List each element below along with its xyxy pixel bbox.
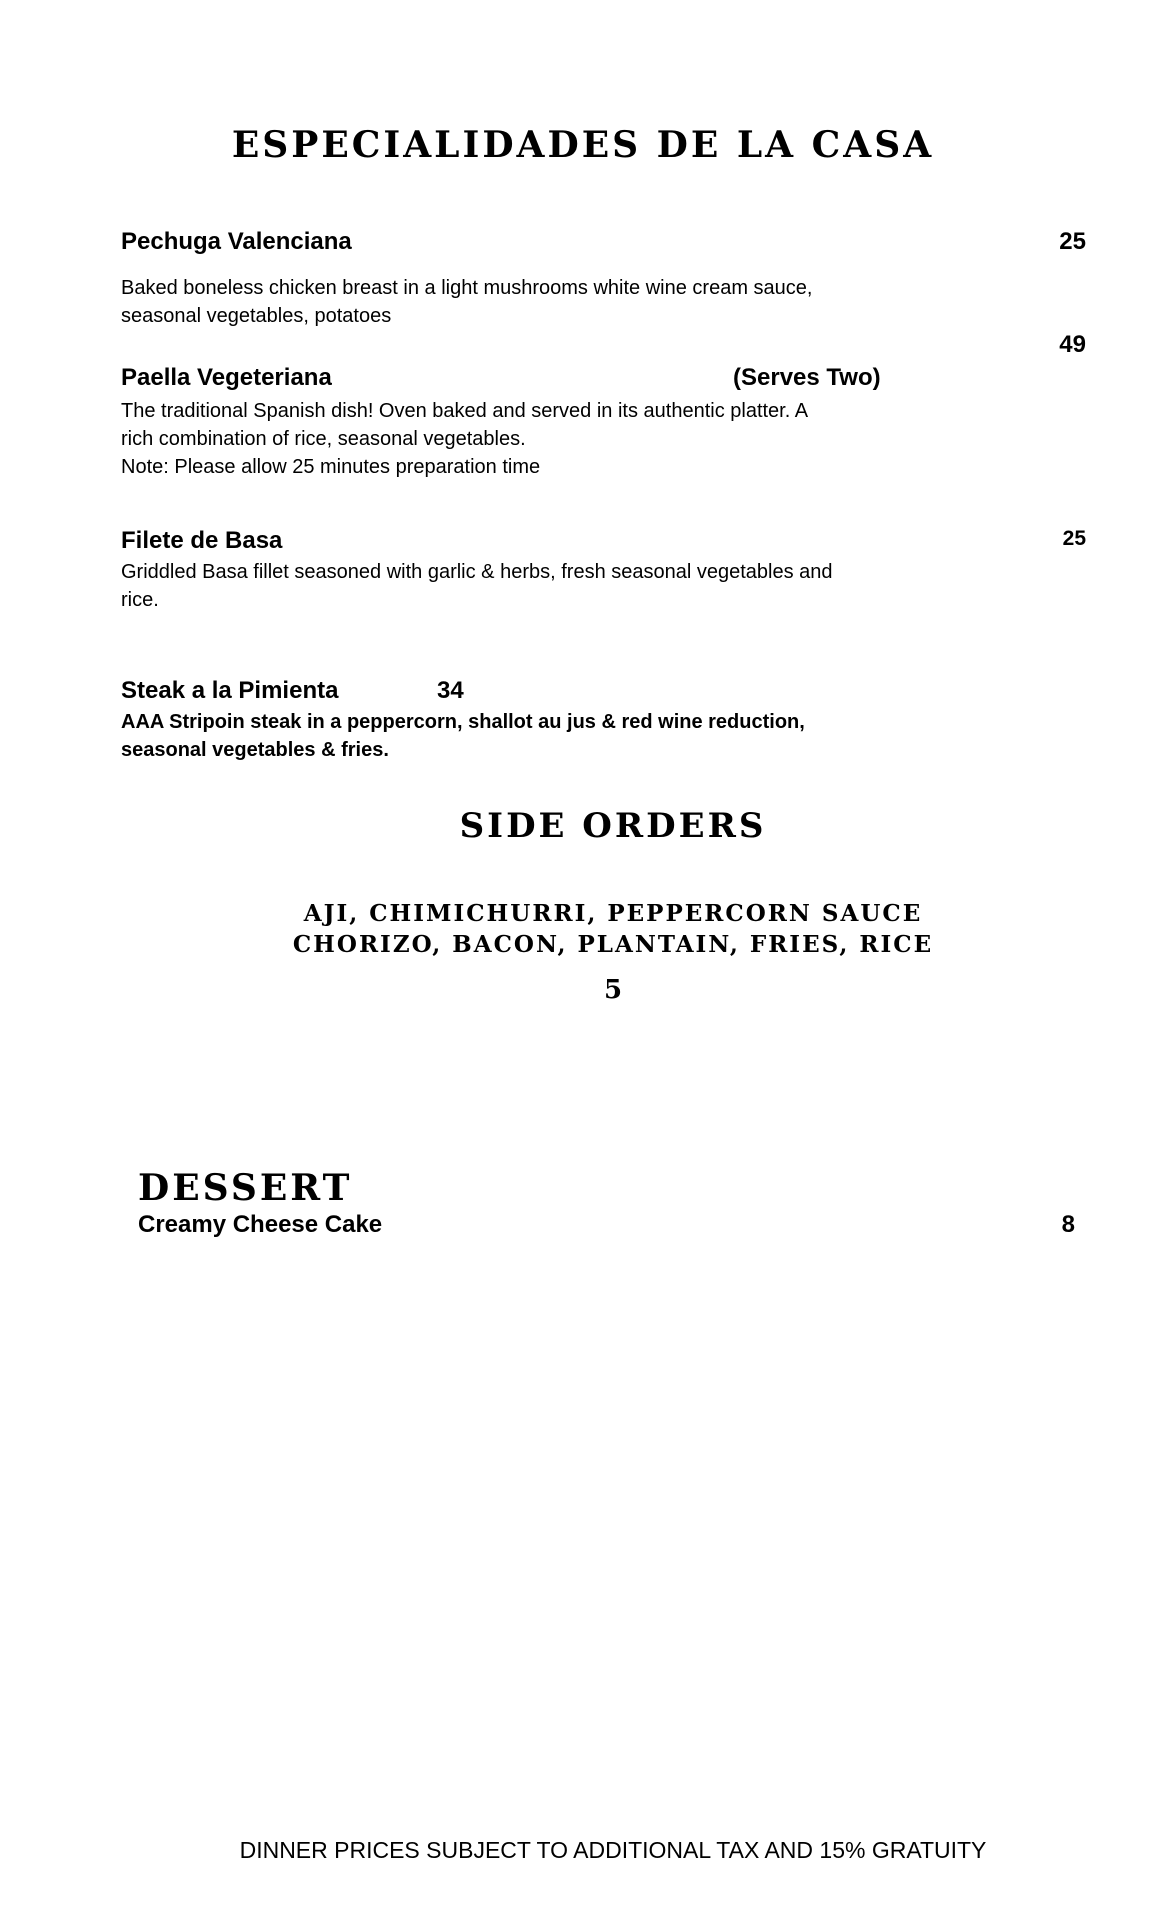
menu-item-price: 25 bbox=[1059, 228, 1086, 255]
menu-item-price: 8 bbox=[1061, 1211, 1075, 1238]
description-line: AAA Stripoin steak in a peppercorn, shallot au jus & red wine reduction, bbox=[121, 711, 805, 733]
menu-item-price: 34 bbox=[437, 677, 464, 704]
menu-item-description bbox=[121, 558, 961, 614]
serves-note: (Serves Two) bbox=[733, 364, 881, 391]
description-line: Note: Please allow 25 minutes preparation time bbox=[121, 456, 541, 478]
description-line: The traditional Spanish dish! Oven baked and served in its authentic platter. A bbox=[121, 400, 809, 422]
menu-item-name: Filete de Basa bbox=[121, 527, 283, 554]
description-line: rich combination of rice, seasonal vegetables. bbox=[121, 428, 526, 450]
side-orders-price: 5 bbox=[603, 975, 623, 1005]
specialties-title: ESPECIALIDADES DE LA CASA bbox=[231, 124, 935, 166]
side-orders-line: CHORIZO, BACON, PLANTAIN, FRIES, RICE bbox=[292, 931, 934, 958]
menu-item-description bbox=[121, 708, 961, 764]
description-line: seasonal vegetables & fries. bbox=[121, 739, 389, 761]
footer-note: DINNER PRICES SUBJECT TO ADDITIONAL TAX AND 15% GRATUITY bbox=[239, 1837, 987, 1863]
menu-item-price: 25 bbox=[1062, 527, 1086, 550]
menu-item-name: Paella Vegeteriana bbox=[121, 364, 332, 391]
side-orders-line: AJI, CHIMICHURRI, PEPPERCORN SAUCE bbox=[303, 900, 923, 927]
description-line: rice. bbox=[121, 589, 159, 611]
description-line: seasonal vegetables, potatoes bbox=[121, 305, 392, 327]
menu-item-description bbox=[121, 274, 941, 330]
description-line: Griddled Basa fillet seasoned with garlic & herbs, fresh seasonal vegetables and bbox=[121, 561, 833, 583]
menu-item-description bbox=[121, 397, 961, 481]
dessert-title: DESSERT bbox=[138, 1167, 353, 1209]
side-orders-title: SIDE ORDERS bbox=[459, 806, 767, 846]
menu-item-name: Steak a la Pimienta bbox=[121, 677, 339, 704]
menu-item-name: Creamy Cheese Cake bbox=[138, 1211, 383, 1238]
description-line: Baked boneless chicken breast in a light mushrooms white wine cream sauce, bbox=[121, 277, 813, 299]
menu-item-name: Pechuga Valenciana bbox=[121, 228, 352, 255]
menu-item-price: 49 bbox=[1059, 331, 1086, 358]
